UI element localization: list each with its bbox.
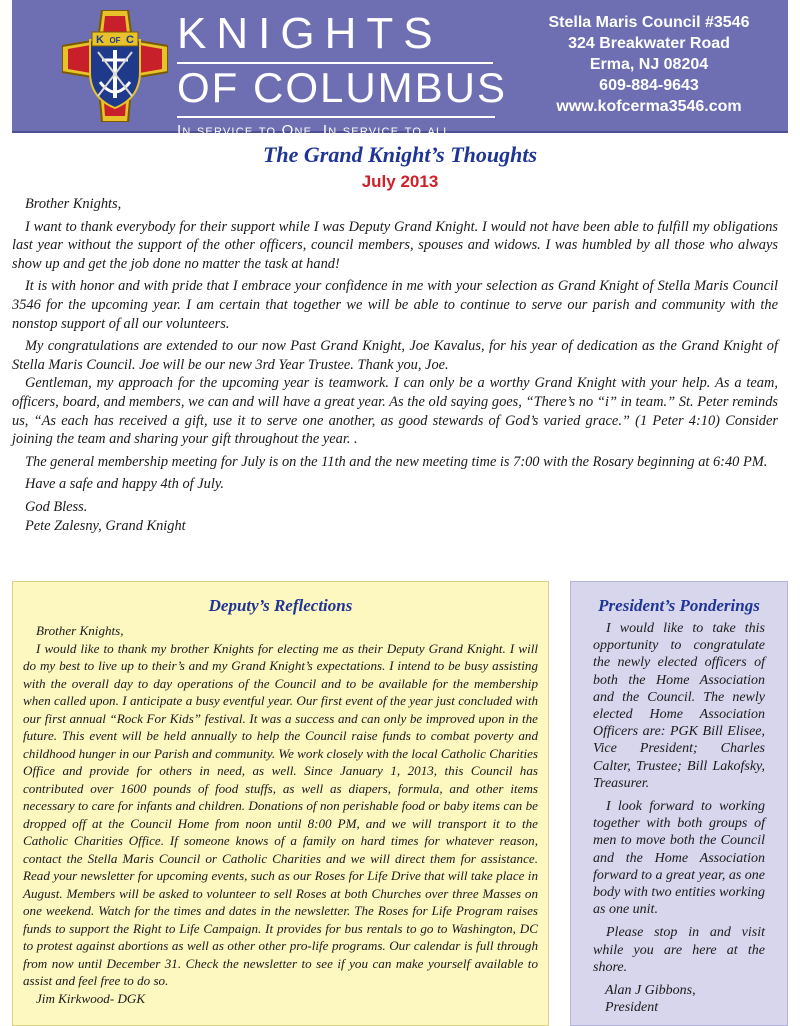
deputy-greeting: Brother Knights, — [36, 623, 124, 638]
grand-knight-letter — [12, 195, 778, 535]
letter-signature: Pete Zalesny, Grand Knight — [25, 517, 186, 534]
header-banner — [12, 0, 788, 139]
president-signature-title: President — [605, 1000, 659, 1016]
president-paragraph: Please stop in and visit while you are here at the shore. — [593, 925, 765, 975]
letter-paragraph: The general membership meeting for July is on the 11th and the new meeting time is 7:00 with the Rosary beginning at 6:40 PM. — [25, 453, 768, 470]
council-website: www.kofcerma3546.com — [556, 98, 742, 115]
letter-paragraph: Gentleman, my approach for the upcoming year is teamwork. I can only be a worthy Grand Knight with your help. As a team, officers, board, and members, we can and will have a great year. As the old saying goes, “There’s no “i” in team.” St. Peter reminds us, “As each has received a gift, use it to serve one another, as good stewards of God’s varied grace.” (1 Peter 4:10) Consider joining the team and sharing your gift throughout the year. . — [12, 375, 778, 448]
letter-paragraph: Have a safe and happy 4th of July. — [25, 476, 225, 493]
brand-block — [177, 9, 508, 139]
brand-knights: KNIGHTS — [177, 9, 443, 58]
article-title: The Grand Knight’s Thoughts — [262, 142, 538, 167]
council-street: 324 Breakwater Road — [568, 35, 730, 52]
deputy-reflections-box — [12, 581, 549, 1026]
knights-of-columbus-emblem-icon — [62, 10, 168, 122]
president-paragraph: I look forward to working together with both groups of men to move both the Council and the Home Association forward to a great year, as one body with two entities working as one unit. — [593, 799, 766, 918]
logo-letter-of: OF — [109, 36, 121, 45]
brand-tagline: In service to One. In service to all. — [177, 116, 495, 139]
brand-of-columbus: OF COLUMBUS — [177, 64, 508, 111]
letter-paragraph: My congratulations are extended to our now Past Grand Knight, Joe Kavalus, for his year of dedication as the Grand Knight of Stella Maris Council. Joe will be our new 3rd Year Trustee. Thank you, Joe. — [12, 338, 778, 373]
letter-paragraph: It is with honor and with pride that I embrace your confidence in me with your selection as Grand Knight of Stella Maris Council 3546 for the upcoming year. I am certain that together we will be able to continue to serve our parish and community with the nonstop support of all our volunteers. — [12, 278, 778, 332]
president-title: President’s Ponderings — [598, 596, 760, 615]
deputy-signature: Jim Kirkwood- DGK — [36, 990, 146, 1006]
logo-letter-c: C — [126, 34, 134, 46]
letter-closing: God Bless. — [25, 498, 88, 515]
council-city: Erma, NJ 08204 — [589, 56, 709, 73]
president-signature-name: Alan J Gibbons, — [605, 983, 696, 999]
council-phone: 609-884-9643 — [599, 77, 699, 94]
council-contact — [524, 12, 774, 117]
logo-letter-k: K — [96, 34, 104, 46]
letter-greeting: Brother Knights, — [25, 196, 122, 212]
deputy-body: I would like to thank my brother Knights for electing me as their Deputy Grand Knight. I will do my best to live up to their’s and my Grand Knight’s expectations. I intend to be busy assisting with the overall day to day operations of the Council and to be available for the membership when called upon. I anticipate a busy eventful year. Our first event of the year just concluded with our first annual “Rock For Kids” festival. It was a success and can only be improved upon in the future. This event will be held annually to help the Council raise funds to combat poverty and childhood hunger in our Parish and community. We work closely with the local Catholic Charities Office and provide for others in need, as well. Since January 1, 2013, this Council has contributed over 1600 pounds of food stuffs, as well as diapers, formula, and other items necessary to care for infants and children. Donations of non perishable food or baby items can be dropped off at the Council Home from noon until 8:00 PM, and we will transport it to the Catholic Charities Office. If someone knows of a family on hard times for whatever reason, contact the Stella Maris Council or Catholic Charities and we will direct them for assistance. Read your newsletter for upcoming events, such as our Roses for Life Drive that will take place in August. Members will be asked to volunteer to sell Roses at both Churches over three Masses on one weekend. Watch for the times and dates in the newsletter. The Roses for Life Program raises funds to support the Right to Life Campaign. It provides for bus rentals to go to Washington, DC to protest against abortions as well as other other pro-life programs. Our calendar is full through from now until December 31. Check the newsletter to see if you can make yourself available to assist and feel free to do so. — [23, 640, 538, 988]
article-date: July 2013 — [361, 172, 439, 191]
president-ponderings-box — [570, 581, 788, 1026]
deputy-title: Deputy’s Reflections — [208, 596, 353, 615]
president-paragraph: I would like to take this opportunity to congratulate the newly elected officers of both the Home Association and the Council. The newly elected Home Association Officers are: PGK Bill Elisee, Vice President; Charles Calter, Trustee; Bill Lakofsky, Treasurer. — [593, 621, 765, 791]
letter-paragraph: I want to thank everybody for their support while I was Deputy Grand Knight. I would not have been able to fulfill my obligations last year without the support of the other officers, council members, spouses and widows. I was humbled by all those who always show up and get the job done no matter the task at hand! — [12, 218, 778, 272]
council-name: Stella Maris Council #3546 — [548, 14, 750, 31]
